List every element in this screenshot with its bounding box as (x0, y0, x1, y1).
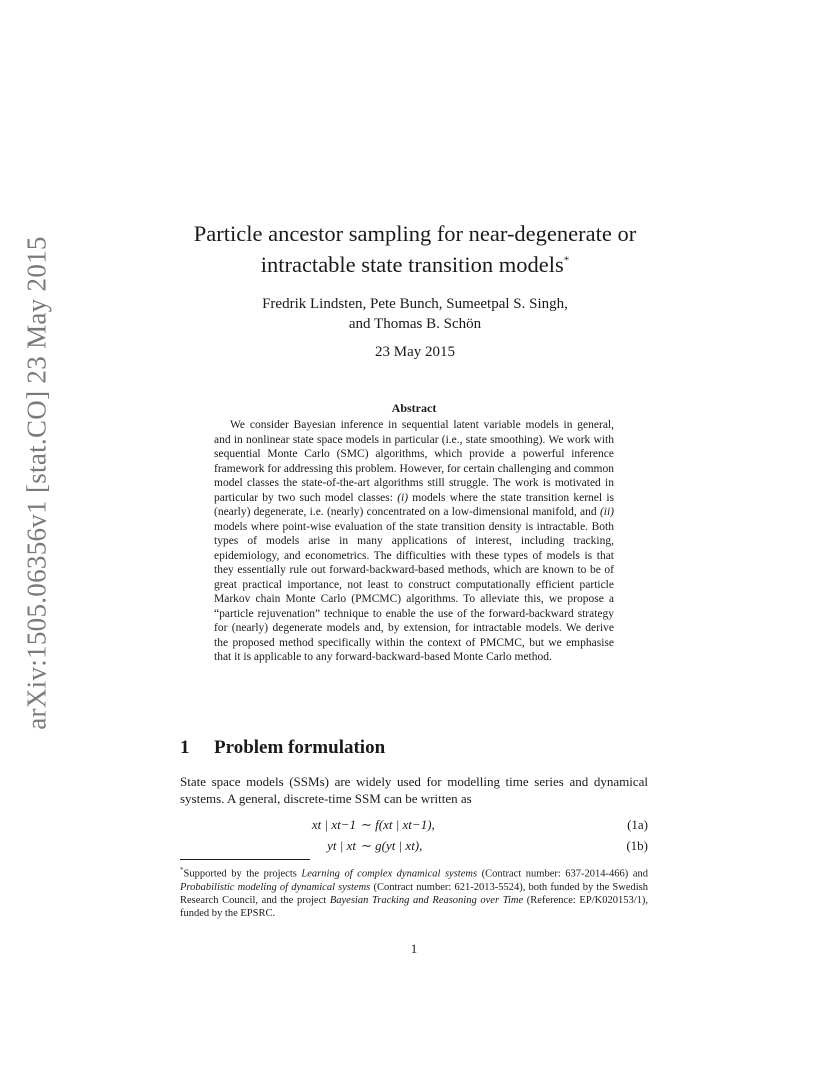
publication-date: 23 May 2015 (375, 344, 455, 360)
abstract-text: We consider Bayesian inference in sequential latent variable models in general, and in nonlinear state space models in particular (i.e., state smoothing). We work with sequential Monte Carlo (SMC) algorithms, which provide a powerful inference framework for addressing this problem. However, for certain challenging and common model classes the state-of-the-art algorithms still struggle. The work is motivated in particular by two such model classes: (i) models where the state transition kernel is (nearly) degenerate, i.e. (nearly) concentrated on a low-dimensional manifold, and (ii) models where point-wise evaluation of the state transition density is intractable. Both types of models arise in many applications of interest, including tracking, epidemiology, and econometrics. The difficulties with these types of models is that they essentially rule out forward-backward-based methods, which are known to be of great practical importance, not least to construct computationally efficient particle Markov chain Monte Carlo (PMCMC) algorithms. To alleviate this, we propose a “particle rejuvenation” technique to enable the use of the forward-backward strategy for (nearly) degenerate models and, by extension, for intractable models. We derive the proposed method specifically within the context of PMCMC, but we emphasise that it is applicable to any forward-backward-based Monte Carlo method. (214, 419, 615, 663)
arxiv-identifier: arXiv:1505.06356v1 [stat.CO] 23 May 2015 (21, 235, 52, 730)
authors-line-1: Fredrik Lindsten, Pete Bunch, Sumeetpal S. Singh, (262, 296, 568, 312)
author-list (150, 294, 680, 334)
equation-1b-tag: (1b) (626, 838, 648, 853)
section-title: Problem formulation (214, 737, 386, 758)
footnote-project-3: Bayesian Tracking and Reasoning over Time (329, 894, 524, 906)
title-footnote-mark: * (563, 254, 570, 267)
footnote-mark: * (180, 866, 184, 874)
abstract-item-i: (i) (397, 491, 409, 504)
equation-1a-rhs: ∼ f(xt | xt−1), (361, 817, 435, 832)
equation-1b-lhs: yt | xt (327, 838, 356, 853)
equation-1b (180, 838, 648, 856)
footnote-project-1: Learning of complex dynamical systems (301, 868, 478, 880)
page-number: 1 (410, 941, 418, 956)
paper-title (150, 218, 680, 280)
body-paragraph: State space models (SSMs) are widely used for modelling time series and dynamical systems. A general, discrete-time SSM can be written as (180, 774, 648, 806)
section-heading (180, 737, 385, 759)
title-line-1: Particle ancestor sampling for near-degenerate or (193, 221, 637, 246)
abstract-item-ii: (ii) (599, 506, 614, 518)
equation-1b-rhs: ∼ g(yt | xt), (361, 838, 423, 853)
arxiv-sidebar-stamp (14, 235, 60, 730)
equation-1a-lhs: xt | xt−1 (311, 817, 356, 832)
abstract-heading: Abstract (391, 401, 437, 415)
section-number: 1 (180, 737, 190, 758)
footnote-project-2: Probabilistic modeling of dynamical systems (180, 881, 371, 893)
equation-1a (180, 817, 648, 835)
footnote: *Supported by the projects Learning of complex dynamical systems (Contract number: 637-2014-466) and Probabilistic modeling of dynamical systems (Contract number: 621-2013-5524), both funded by the Swedish Research Council, and the project Bayesian Tracking and Reasoning over Time (Reference: EP/K020153/1), funded by the EPSRC. (180, 866, 649, 919)
authors-line-2: and Thomas B. Schön (348, 316, 482, 332)
equation-1a-tag: (1a) (627, 817, 648, 832)
title-line-2: intractable state transition models* (260, 252, 570, 277)
footnote-rule (180, 859, 310, 860)
